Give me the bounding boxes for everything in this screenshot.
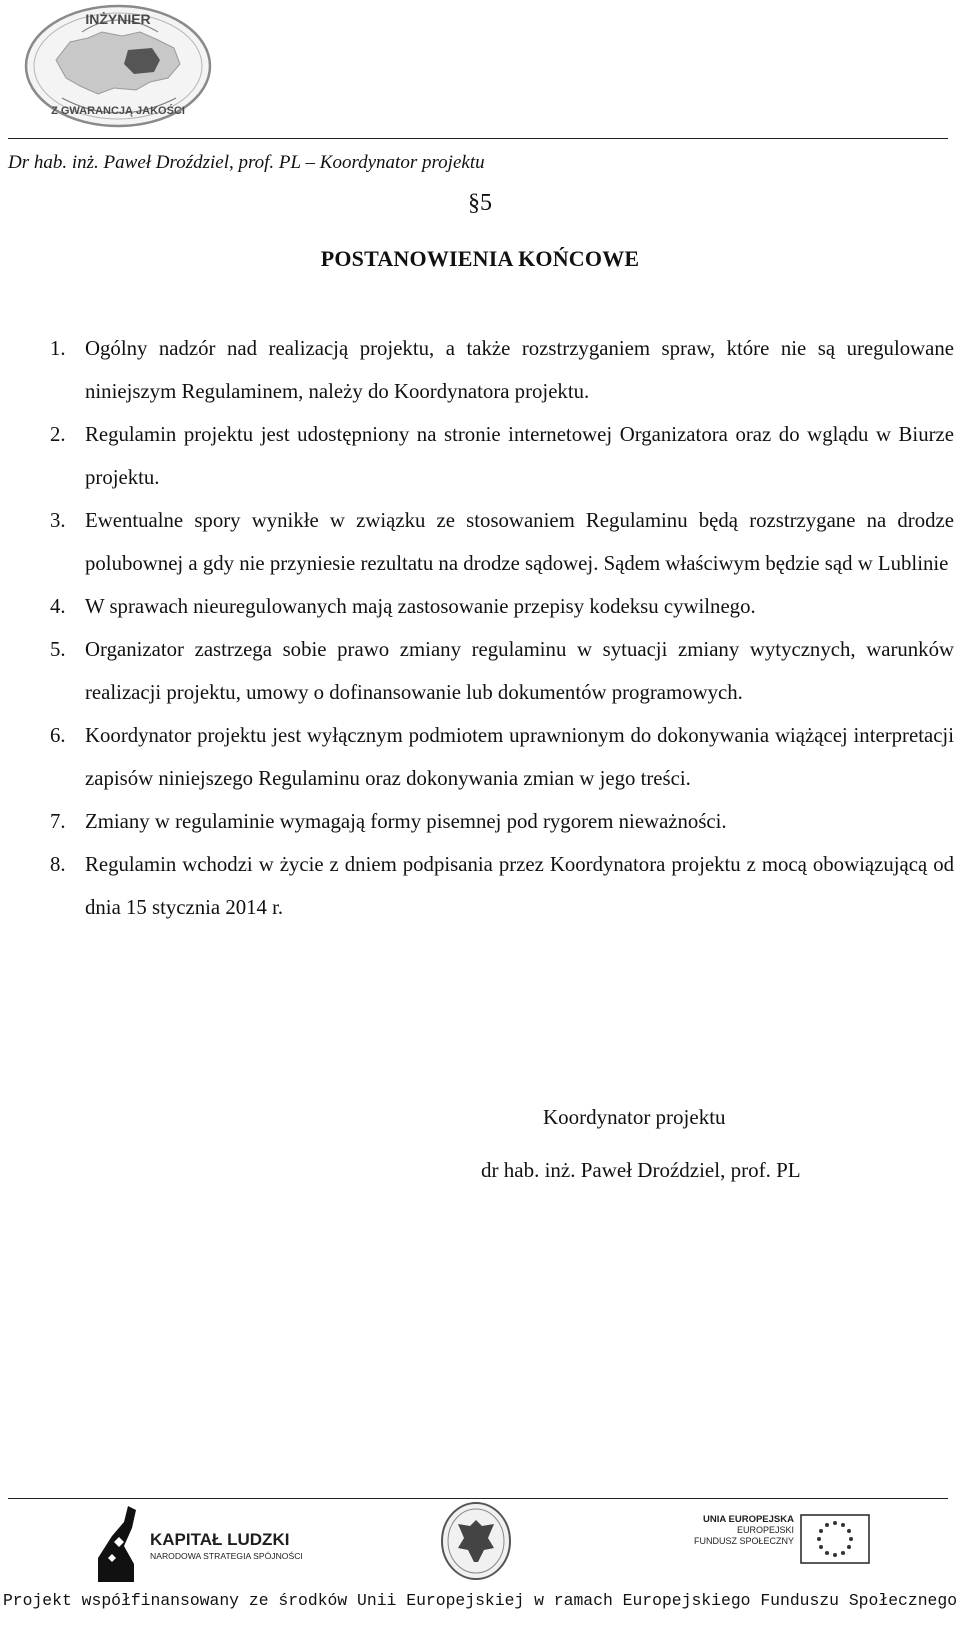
eu-text [694, 1514, 794, 1547]
header-rule [8, 138, 948, 139]
provision-item [50, 499, 954, 585]
provision-number: 6. [50, 724, 66, 747]
kapital-ludzki-subtitle: NARODOWA STRATEGIA SPÓJNOŚCI [150, 1551, 303, 1561]
provision-number: 5. [50, 638, 66, 661]
logo-text-top: INŻYNIER [85, 11, 151, 27]
provision-number: 8. [50, 853, 66, 876]
kapital-ludzki-title: KAPITAŁ LUDZKI [150, 1530, 290, 1549]
provision-text: Ewentualne spory wynikłe w związku ze stosowaniem Regulaminu będą rozstrzygane na drodze polubownej a gdy nie przyniesie rezultatu na drodze sądowej. Sądem właściwym będzie sąd w Lublinie [85, 509, 954, 575]
provision-item [50, 800, 954, 843]
eu-main-label: UNIA EUROPEJSKA [703, 1514, 794, 1525]
provision-item [50, 843, 954, 929]
funding-note: Projekt współfinansowany ze środków Unii Europejskiej w ramach Europejskiego Funduszu Społecznego [2, 1591, 958, 1610]
kapital-ludzki-logo [94, 1506, 304, 1582]
provision-number: 1. [50, 337, 66, 360]
provisions-list [50, 327, 954, 929]
polish-eagle-emblem-icon [438, 1500, 514, 1582]
provision-number: 7. [50, 810, 66, 833]
provision-text: Regulamin projektu jest udostępniony na stronie internetowej Organizatora oraz do wglądu w Biurze projektu. [85, 423, 954, 489]
footer-rule [8, 1498, 948, 1499]
kapital-ludzki-mark-icon [94, 1506, 140, 1582]
eu-line-3: FUNDUSZ SPOŁECZNY [693, 1536, 794, 1546]
section-number: §5 [468, 190, 492, 216]
signature-role: Koordynator projektu [543, 1105, 726, 1129]
provision-text: W sprawach nieuregulowanych mają zastosowanie przepisy kodeksu cywilnego. [85, 595, 756, 618]
inzynier-logo [18, 2, 218, 132]
header-author-line: Dr hab. inż. Paweł Droździel, prof. PL – Koordynator projektu [8, 152, 485, 173]
provision-item [50, 628, 954, 714]
eu-flag-icon [800, 1514, 870, 1564]
provision-item [50, 714, 954, 800]
provision-text: Zmiany w regulaminie wymagają formy pisemnej pod rygorem nieważności. [85, 810, 727, 833]
signature-name: dr hab. inż. Paweł Droździel, prof. PL [481, 1158, 801, 1182]
provision-text: Organizator zastrzega sobie prawo zmiany regulaminu w sytuacji zmiany wytycznych, warunków realizacji projektu, umowy o dofinansowanie lub dokumentów programowych. [85, 638, 954, 704]
provision-text: Ogólny nadzór nad realizacją projektu, a także rozstrzyganiem spraw, które nie są uregulowane niniejszym Regulaminem, należy do Koordynatora projektu. [85, 337, 954, 403]
logo-text-bottom: Z GWARANCJĄ JAKOŚCI [51, 105, 185, 117]
eu-logo [693, 1514, 870, 1566]
provision-number: 4. [50, 595, 66, 618]
provision-item [50, 327, 954, 413]
provision-number: 3. [50, 509, 66, 532]
provision-text: Regulamin wchodzi w życie z dniem podpisania przez Koordynatora projektu z mocą obowiązującą od dnia 15 stycznia 2014 r. [85, 853, 954, 919]
provision-number: 2. [50, 423, 66, 446]
provision-item [50, 413, 954, 499]
provision-item [50, 585, 954, 628]
eu-line-2: EUROPEJSKI [736, 1525, 794, 1535]
provision-text: Koordynator projektu jest wyłącznym podmiotem uprawnionym do dokonywania wiążącej interpretacji zapisów niniejszego Regulaminu oraz dokonywania zmian w jego treści. [85, 724, 954, 790]
section-title: POSTANOWIENIA KOŃCOWE [320, 246, 640, 271]
